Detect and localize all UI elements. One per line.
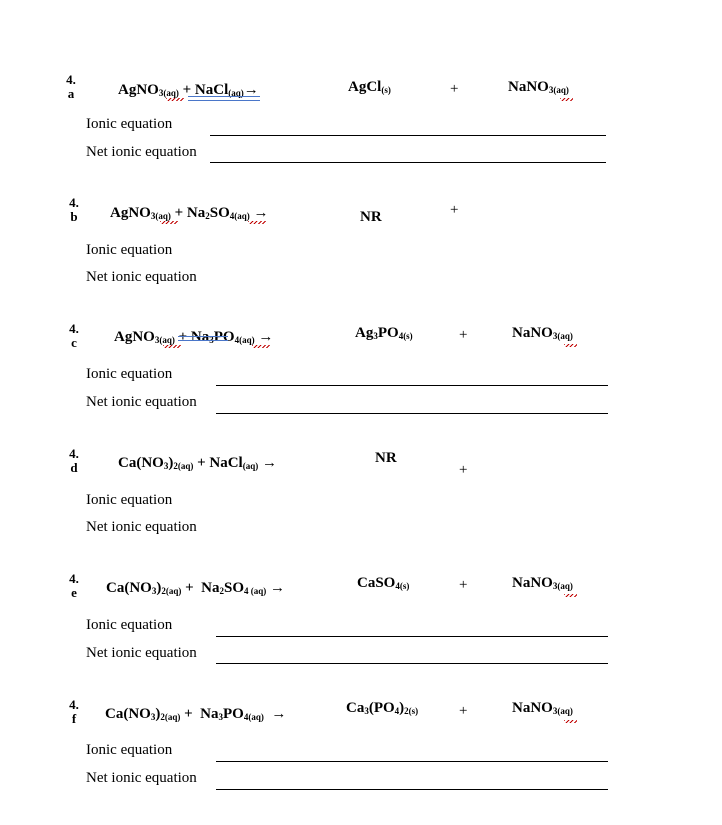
product-1: CaSO$_{4(s)}$ [357, 575, 410, 591]
spellcheck-squiggle [564, 594, 577, 597]
ionic-equation-blank[interactable] [216, 636, 608, 637]
product-1: NR [375, 450, 397, 466]
spellcheck-squiggle [163, 345, 181, 348]
product-1: AgCl$_{(s)}$ [348, 79, 391, 95]
ionic-equation-label: Ionic equation [86, 366, 173, 382]
net-ionic-equation-blank[interactable] [216, 663, 608, 664]
product-1: NR [360, 209, 382, 225]
reactants: $Ca(NO_3)_{2(aq)} + Na_2SO_{4 (aq)}$ → [106, 580, 285, 596]
reactants: $Ca(NO_3)_{2(aq)}$ + NaCl$_{(aq)}$ → [118, 455, 277, 471]
net-ionic-equation-label: Net ionic equation [86, 394, 197, 410]
reactants: AgNO$_{3(aq)}$ + NaCl$_{(aq)}$→ [118, 82, 259, 98]
spellcheck-squiggle [248, 221, 266, 224]
net-ionic-equation-label: Net ionic equation [86, 645, 197, 661]
plus-sign: + [450, 202, 459, 218]
spellcheck-squiggle [560, 98, 573, 101]
net-ionic-equation-label: Net ionic equation [86, 770, 197, 786]
ionic-equation-blank[interactable] [216, 385, 608, 386]
net-ionic-equation-label: Net ionic equation [86, 519, 197, 535]
ionic-equation-label: Ionic equation [86, 492, 173, 508]
plus-sign: + [459, 462, 468, 478]
problem-number: 4. e [69, 571, 79, 600]
product-2: NaNO$_{3(aq)}$ [512, 325, 573, 341]
net-ionic-equation-label: Net ionic equation [86, 269, 197, 285]
ionic-equation-label: Ionic equation [86, 617, 173, 633]
plus-sign: + [459, 327, 468, 343]
net-ionic-equation-blank[interactable] [216, 413, 608, 414]
reactants: $Ca(NO_3)_{2(aq)} + Na_3PO_{4(aq)}$ → [105, 706, 287, 722]
ionic-equation-blank[interactable] [216, 761, 608, 762]
problem-number: 4. c [69, 321, 79, 350]
problem-number: 4. b [69, 195, 79, 224]
spellcheck-squiggle [564, 344, 577, 347]
plus-sign: + [450, 81, 459, 97]
product-2: NaNO$_{3(aq)}$ [508, 79, 569, 95]
problem-number: 4. d [69, 446, 79, 475]
ionic-equation-label: Ionic equation [86, 742, 173, 758]
net-ionic-equation-label: Net ionic equation [86, 144, 197, 160]
spellcheck-squiggle [252, 345, 270, 348]
plus-sign: + [459, 703, 468, 719]
plus-sign: + [459, 577, 468, 593]
ionic-equation-label: Ionic equation [86, 242, 173, 258]
net-ionic-equation-blank[interactable] [210, 162, 606, 163]
spellcheck-squiggle [564, 720, 577, 723]
ionic-equation-blank[interactable] [210, 135, 606, 136]
ionic-equation-label: Ionic equation [86, 116, 173, 132]
problem-number: 4. f [69, 697, 79, 726]
net-ionic-equation-blank[interactable] [216, 789, 608, 790]
problem-number: 4. a [66, 72, 76, 101]
spellcheck-squiggle [166, 98, 184, 101]
strikethrough-line [178, 336, 228, 341]
product-2: NaNO$_{3(aq)}$ [512, 700, 573, 716]
double-underline [188, 96, 260, 101]
product-1: $Ag_3PO_{4(s)}$ [355, 325, 413, 341]
spellcheck-squiggle [160, 221, 178, 224]
product-1: $Ca_3(PO_4)_{2(s)}$ [346, 700, 419, 716]
reactants: AgNO$_{3(aq)}$ + $Na_3PO_{4(aq)}$ → [114, 329, 274, 345]
reactants: AgNO$_{3(aq)}$ + $Na_2SO_{4(aq)}$ → [110, 205, 269, 221]
product-2: NaNO$_{3(aq)}$ [512, 575, 573, 591]
